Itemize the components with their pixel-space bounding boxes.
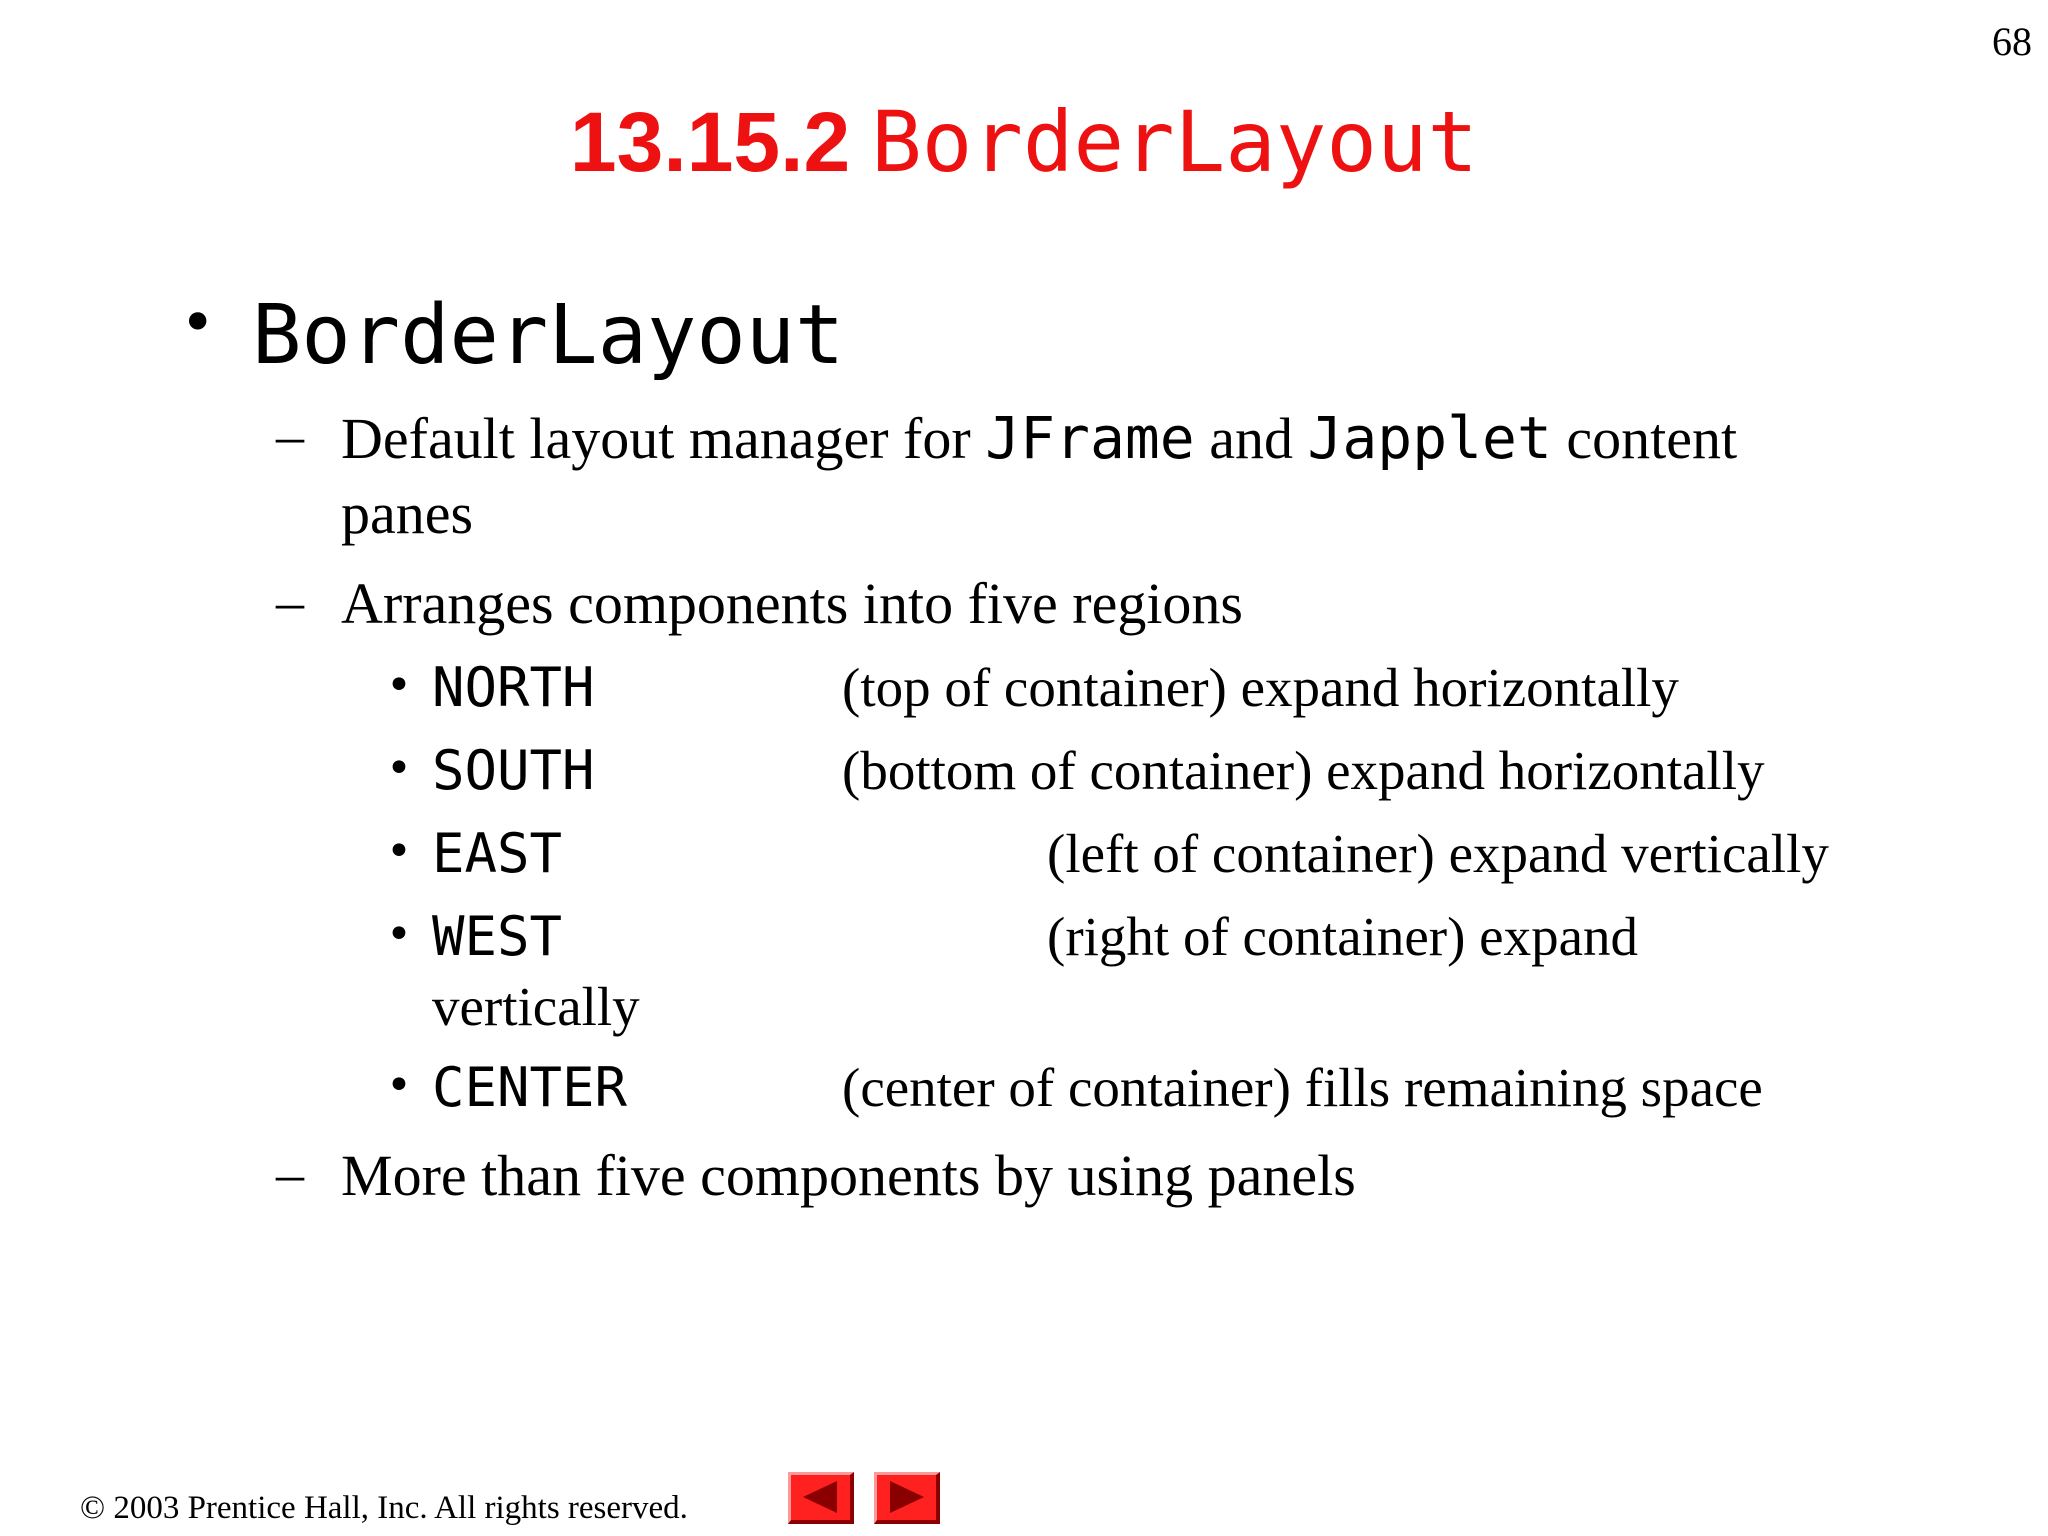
footer-copyright: © 2003 Prentice Hall, Inc. All rights reserved.: [80, 1490, 688, 1526]
region-desc-south: (bottom of container) expand horizontally: [842, 740, 1765, 801]
sub-item-text-a: Default layout manager for: [341, 406, 971, 471]
slide-title-number: 13.15.2: [569, 95, 851, 189]
dash-glyph: –: [276, 1143, 304, 1205]
region-name-center: CENTER: [432, 1056, 628, 1119]
region-name-east: EAST: [432, 822, 563, 885]
region-desc-north: (top of container) expand horizontally: [842, 657, 1679, 718]
region-desc-west: (right of container) expand: [1047, 906, 1639, 967]
slide-title-name: BorderLayout: [871, 93, 1479, 191]
sub-item-arranges: Arranges components into five regions: [341, 571, 1244, 636]
slide-title: [0, 92, 2048, 194]
bullet-glyph: •: [386, 909, 412, 960]
bullet-glyph: •: [386, 743, 412, 794]
region-name-west: WEST: [432, 905, 563, 968]
region-desc-west-wrap: vertically: [432, 976, 640, 1037]
region-name-south: SOUTH: [432, 739, 595, 802]
region-desc-center: (center of container) fills remaining space: [842, 1057, 1763, 1118]
region-name-north: NORTH: [432, 656, 595, 719]
bullet-glyph: •: [386, 1060, 412, 1111]
dash-glyph: –: [276, 571, 304, 633]
previous-slide-button[interactable]: [788, 1472, 854, 1524]
main-bullet-text: BorderLayout: [252, 288, 845, 383]
bullet-glyph: •: [386, 826, 412, 877]
sub-item-more-components: More than five components by using panels: [341, 1143, 1356, 1208]
bullet-glyph: •: [386, 660, 412, 711]
page-number: 68: [1992, 19, 2032, 64]
bullet-glyph: •: [180, 288, 216, 358]
sub-item-default-layout: [341, 404, 1737, 472]
region-desc-east: (left of container) expand vertically: [1047, 823, 1829, 884]
sub-item-text-line2: panes: [341, 481, 474, 546]
right-triangle-icon: [877, 1475, 936, 1520]
left-triangle-icon: [791, 1475, 850, 1520]
sub-item-text-c: content: [1566, 406, 1738, 471]
sub-item-text-b: and: [1209, 406, 1293, 471]
next-slide-button[interactable]: [874, 1472, 940, 1524]
inline-code-japplet: Japplet: [1307, 404, 1552, 472]
inline-code-jframe: JFrame: [985, 404, 1195, 472]
dash-glyph: –: [276, 405, 304, 467]
